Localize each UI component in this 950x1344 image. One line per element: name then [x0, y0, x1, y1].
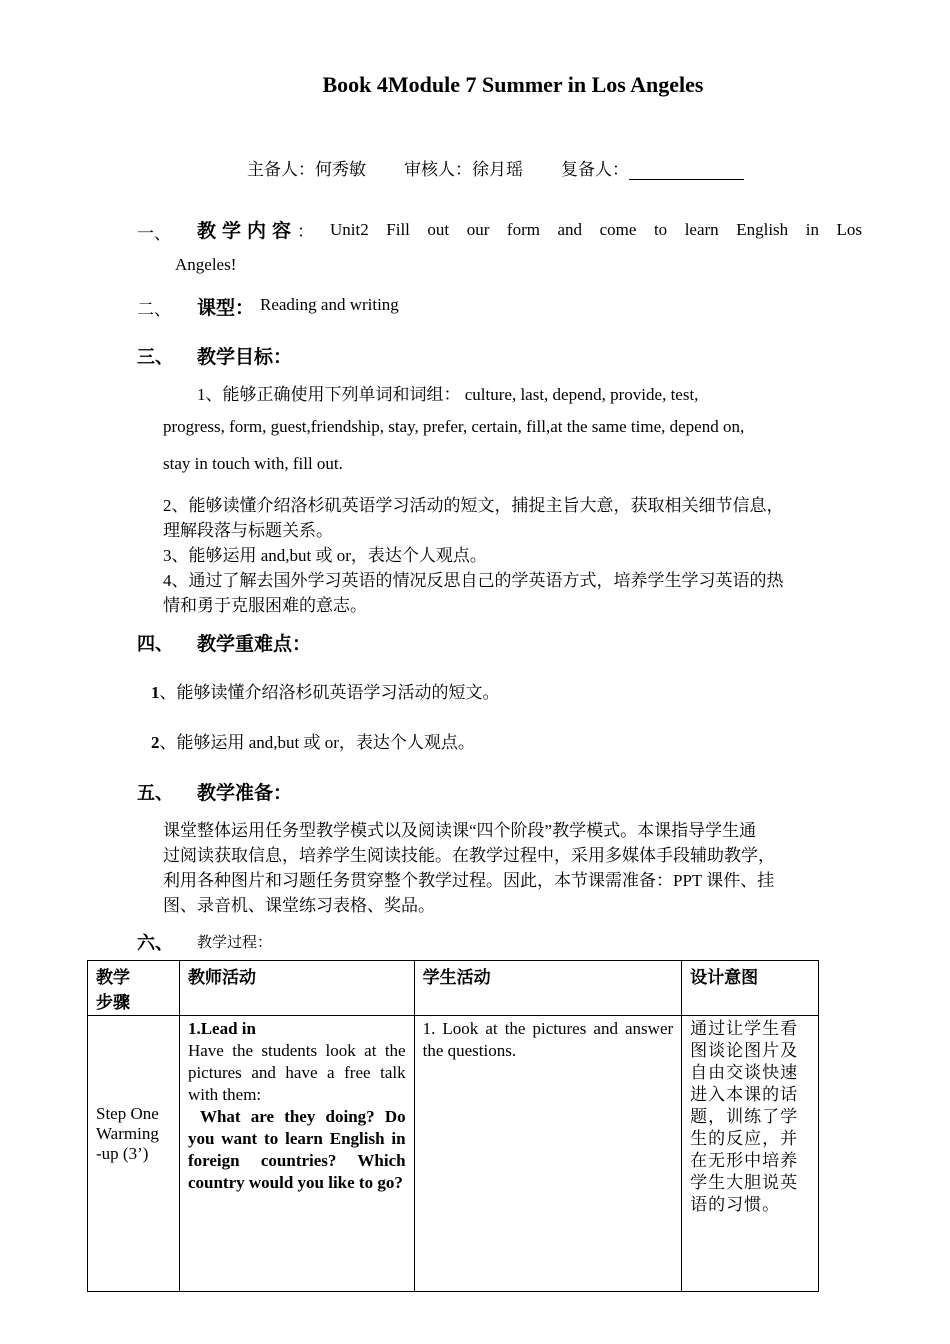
section-4-number: 四、	[137, 634, 173, 654]
preparation-line3: 利用各种图片和习题任务贯穿整个教学过程。因此，本节课需准备：PPT 课件、挂	[163, 871, 775, 890]
key-point-2-text: 、能够运用 and,but 或 or，表达个人观点。	[159, 733, 475, 752]
preparation-line4: 图、录音机、课堂练习表格、奖品。	[163, 896, 435, 915]
teacher-activity-cell	[179, 1016, 414, 1292]
document-title: Book 4Module 7 Summer in Los Angeles	[322, 72, 704, 97]
section-5-number: 五、	[137, 783, 173, 803]
step-line1: Step One	[96, 1103, 159, 1123]
student-activity-text: 1. Look at the pictures and answer the questions.	[422, 1019, 674, 1060]
reviewer: 审核人：徐月瑶	[404, 160, 523, 179]
section-2-label: 课型：	[197, 298, 255, 319]
header-teacher: 教师活动	[179, 961, 414, 1016]
teacher-questions: What are they doing? Do you want to learn English in foreign countries? Which country would you like to go?	[187, 1107, 406, 1192]
goal-3: 3、能够运用 and,but 或 or，表达个人观点。	[163, 546, 487, 565]
design-intent-cell	[682, 1016, 819, 1292]
key-point-1-number: 1	[151, 683, 160, 702]
section-3-label: 教学目标：	[197, 347, 293, 368]
step-line3: -up (3’)	[96, 1143, 149, 1163]
preparation-line1: 课堂整体运用任务型教学模式以及阅读课“四个阶段”教学模式。本课指导学生通	[163, 821, 757, 840]
goal-2-line2: 理解段落与标题关系。	[163, 521, 333, 540]
step-line2: Warming	[96, 1123, 159, 1143]
section-1-label: 教学内容	[197, 221, 298, 242]
key-point-2	[151, 728, 475, 753]
teacher-instruction: Have the students look at the pictures and have a free talk with them:	[187, 1041, 406, 1104]
teaching-process-table	[87, 960, 819, 1292]
section-3-number: 三、	[137, 347, 173, 367]
step-cell	[88, 1016, 180, 1292]
goal-4-line1: 4、通过了解去国外学习英语的情况反思自己的学英语方式，培养学生学习英语的热	[163, 571, 784, 590]
goal-1-line2: progress, form, guest,friendship, stay, prefer, certain, fill,at the same time, depend on,	[163, 417, 745, 436]
header-step-line2: 步骤	[96, 993, 130, 1012]
section-1-number: 一、	[137, 224, 171, 243]
header-step-line1: 教学	[96, 968, 130, 987]
section-1-text-line1: Unit2 Fill out our form and come to learn English in Los	[330, 220, 862, 239]
section-2-text: Reading and writing	[260, 295, 399, 314]
student-activity-cell	[414, 1016, 682, 1292]
main-preparer: 主备人：何秀敏	[247, 160, 366, 179]
lead-in-title: 1.Lead in	[187, 1019, 256, 1038]
goal-1-line3: stay in touch with, fill out.	[163, 454, 343, 473]
preparation-line2: 过阅读获取信息，培养学生阅读技能。在教学过程中，采用多媒体手段辅助教学，	[163, 846, 775, 865]
key-point-2-number: 2	[151, 733, 160, 752]
header-design: 设计意图	[682, 961, 819, 1016]
key-point-1	[151, 678, 500, 703]
section-1-heading	[197, 216, 314, 243]
preparer-line	[247, 155, 744, 180]
section-4-label: 教学重难点：	[197, 634, 312, 655]
key-point-1-text: 、能够读懂介绍洛杉矶英语学习活动的短文。	[159, 683, 500, 702]
design-intent-text: 通过让学生看图谈论图片及自由交谈快速进入本课的话题，训练了学生的反应，并在无形中培养学生大胆说英语的习惯。	[690, 1019, 799, 1214]
goal-2-line1: 2、能够读懂介绍洛杉矶英语学习活动的短文，捕捉主旨大意，获取相关细节信息，	[163, 496, 784, 515]
section-1-colon: ：	[297, 222, 315, 241]
section-5-label: 教学准备：	[197, 783, 293, 804]
header-step	[88, 961, 180, 1016]
goal-1-line1: 1、能够正确使用下列单词和词组： culture, last, depend, provide, test,	[197, 385, 699, 404]
section-2-number: 二、	[137, 300, 171, 319]
section-6-label: 教学过程：	[197, 935, 273, 951]
section-1-text-line2: Angeles!	[175, 255, 237, 274]
section-6-number: 六、	[137, 933, 173, 953]
goal-4-line2: 情和勇于克服困难的意志。	[163, 596, 367, 615]
backup-preparer-blank	[629, 161, 744, 180]
backup-preparer: 复备人：	[561, 160, 629, 179]
header-student: 学生活动	[414, 961, 682, 1016]
table-header-row	[88, 961, 819, 1016]
table-row	[88, 1016, 819, 1292]
